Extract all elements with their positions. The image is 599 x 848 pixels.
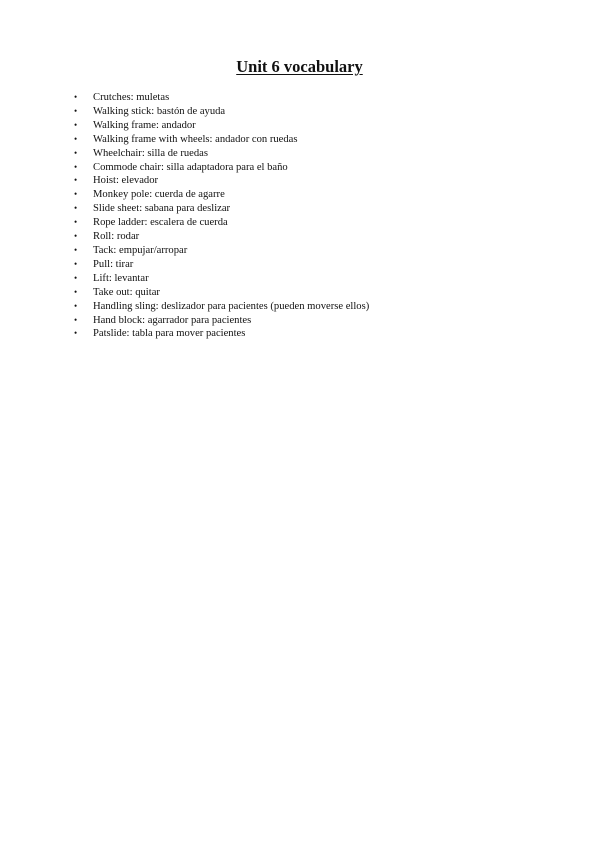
vocab-entry: Roll: rodar bbox=[93, 231, 140, 243]
list-item bbox=[73, 230, 369, 244]
bullet-icon: • bbox=[74, 300, 78, 311]
vocab-entry: Take out: quitar bbox=[93, 286, 160, 298]
vocab-entry: Lift: levantar bbox=[93, 272, 149, 284]
list-item bbox=[73, 202, 369, 216]
bullet-icon: • bbox=[74, 217, 78, 228]
bullet-icon: • bbox=[74, 203, 78, 214]
list-item bbox=[73, 147, 369, 161]
list-item bbox=[73, 216, 369, 230]
bullet-icon: • bbox=[74, 119, 78, 130]
list-item bbox=[73, 314, 369, 328]
bullet-icon: • bbox=[74, 161, 78, 172]
list-item bbox=[73, 286, 369, 300]
bullet-icon: • bbox=[74, 286, 78, 297]
vocab-entry: Walking stick: bastón de ayuda bbox=[93, 105, 226, 117]
vocab-entry: Hand block: agarrador para pacientes bbox=[93, 314, 252, 326]
list-item bbox=[73, 327, 369, 341]
bullet-icon: • bbox=[74, 133, 78, 144]
list-item bbox=[73, 188, 369, 202]
bullet-icon: • bbox=[74, 258, 78, 269]
list-item bbox=[73, 119, 369, 133]
vocab-entry: Slide sheet: sabana para deslizar bbox=[93, 203, 231, 215]
bullet-icon: • bbox=[74, 105, 78, 116]
vocab-entry: Tack: empujar/arropar bbox=[93, 244, 188, 256]
vocab-entry: Crutches: muletas bbox=[93, 92, 170, 103]
vocab-entry: Rope ladder: escalera de cuerda bbox=[93, 217, 228, 229]
bullet-icon: • bbox=[74, 272, 78, 283]
bullet-icon: • bbox=[74, 189, 78, 200]
list-item bbox=[73, 258, 369, 272]
bullet-icon: • bbox=[74, 314, 78, 325]
bullet-icon: • bbox=[74, 147, 78, 158]
vocab-entry: Walking frame with wheels: andador con ruedas bbox=[93, 133, 298, 145]
list-item bbox=[73, 161, 369, 175]
list-item bbox=[73, 300, 369, 314]
list-item bbox=[73, 272, 369, 286]
vocab-entry: Handling sling: deslizador para pacientes (pueden moverse ellos) bbox=[93, 300, 370, 312]
vocab-entry: Monkey pole: cuerda de agarre bbox=[93, 189, 225, 201]
vocab-entry: Hoist: elevador bbox=[93, 175, 159, 187]
vocab-entry: Walking frame: andador bbox=[93, 119, 196, 131]
bullet-icon: • bbox=[74, 231, 78, 242]
vocab-entry: Patslide: tabla para mover pacientes bbox=[93, 328, 246, 340]
bullet-icon: • bbox=[74, 244, 78, 255]
list-item bbox=[73, 105, 369, 119]
bullet-icon: • bbox=[74, 175, 78, 186]
bullet-icon: • bbox=[74, 92, 78, 102]
list-item bbox=[73, 91, 369, 105]
list-item bbox=[73, 244, 369, 258]
vocab-entry: Wheelchair: silla de ruedas bbox=[93, 147, 209, 159]
vocabulary-list bbox=[73, 91, 369, 341]
page-title: Unit 6 vocabulary bbox=[236, 57, 363, 76]
list-item bbox=[73, 133, 369, 147]
bullet-icon: • bbox=[74, 328, 78, 339]
list-item bbox=[73, 174, 369, 188]
vocab-entry: Pull: tirar bbox=[93, 258, 134, 270]
vocab-entry: Commode chair: silla adaptadora para el baño bbox=[93, 161, 288, 173]
